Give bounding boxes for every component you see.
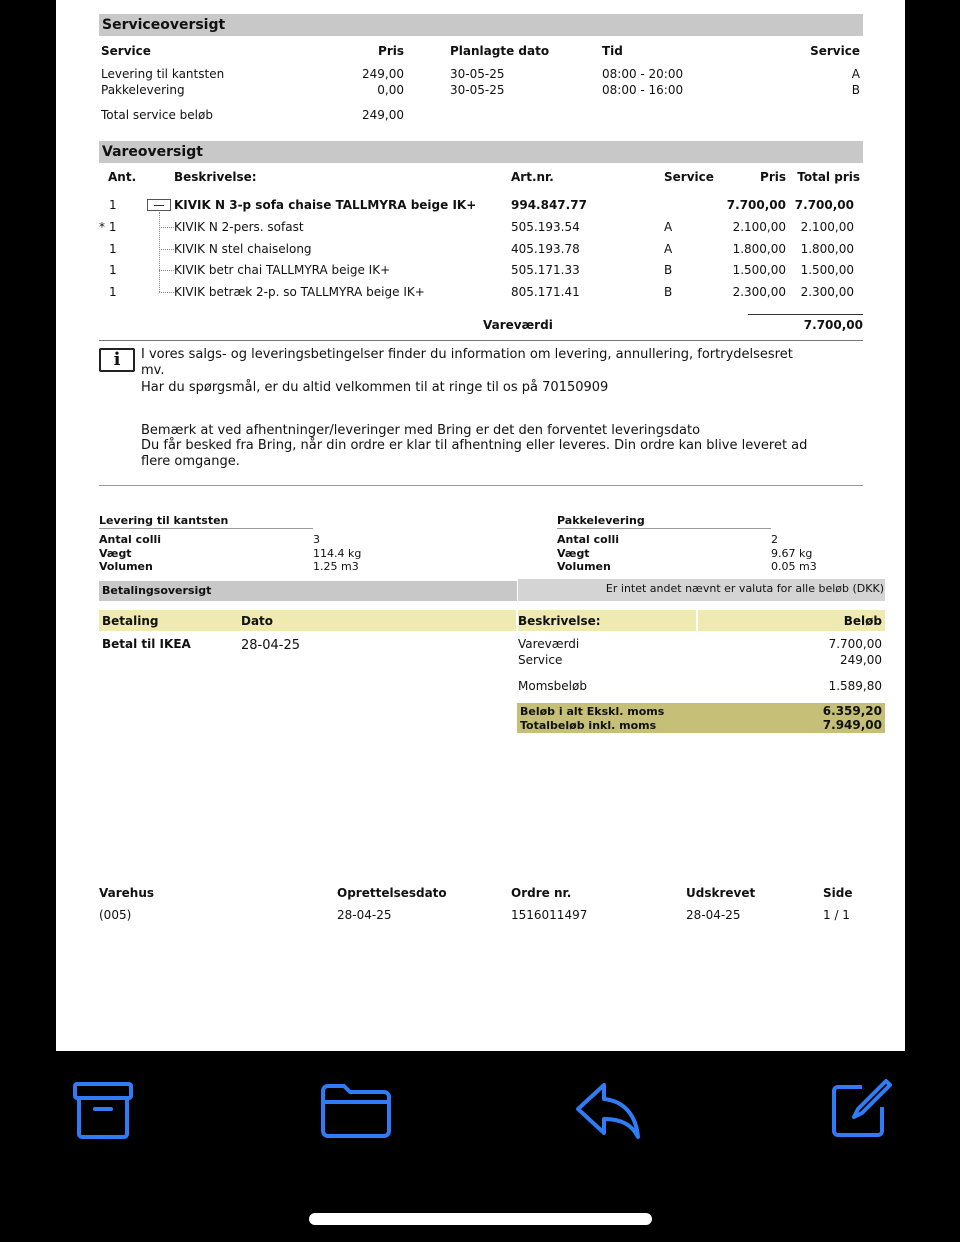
delivery-left-colli-label: Antal colli [99,533,162,546]
delivery-right-vaegt: 9.67 kg [771,547,813,560]
service-row-2-dato: 30-05-25 [450,83,505,97]
payment-header-dato: Dato [241,614,274,628]
payment-section-title: Betalingsoversigt [99,581,517,601]
info-line-6: flere omgange. [141,454,240,469]
vare-row-2-artnr: 505.193.54 [511,220,580,234]
reply-icon[interactable] [574,1081,642,1141]
service-row-1-name: Levering til kantsten [101,67,225,81]
footer-ordre-label: Ordre nr. [511,886,572,900]
payment-line-1-value: 7.700,00 [828,637,882,651]
payment-line-2-label: Service [518,653,563,667]
vare-row-5-pris: 2.300,00 [732,285,786,299]
divider [99,340,863,341]
service-header-service: Service [101,44,151,58]
vare-row-2-ant: * 1 [99,220,117,234]
vare-row-3-service: A [664,242,673,256]
vare-row-2-service: A [664,220,673,234]
collapse-icon[interactable] [147,199,171,211]
total-excl-label: Beløb i alt Ekskl. moms [520,705,665,718]
service-header-code: Service [810,44,860,58]
payment-header-belob: Beløb [843,614,882,628]
vare-row-3-total: 1.800,00 [800,242,854,256]
payment-date: 28-04-25 [241,638,301,653]
vare-header-pris: Pris [760,170,786,184]
info-line-3: Har du spørgsmål, er du altid velkommen til at ringe til os på 70150909 [141,380,609,395]
vare-header-beskrivelse: Beskrivelse: [174,170,257,184]
delivery-left-vol: 1.25 m3 [313,560,359,573]
delivery-right-vaegt-label: Vægt [557,547,590,560]
delivery-right-rule [557,528,771,529]
info-line-4: Bemærk at ved afhentninger/leveringer med Bring er det den forventet leveringsdato [141,423,701,438]
service-row-2-pris: 0,00 [377,83,404,97]
service-section-title: Serviceoversigt [99,14,863,36]
info-line-5: Du får besked fra Bring, når din ordre er klar til afhentning eller leveres. Din ordre kan blive leveret ad [141,438,808,453]
archive-icon[interactable] [72,1081,134,1141]
delivery-left-title: Levering til kantsten [99,514,229,527]
service-header-pris: Pris [378,44,404,58]
vare-row-2-desc: KIVIK N 2-pers. sofast [174,220,304,234]
delivery-left-vaegt-label: Vægt [99,547,132,560]
varevaerdi-label: Vareværdi [483,318,553,332]
bottom-toolbar [0,1051,960,1242]
payment-header-divider [696,610,698,631]
vare-row-3-ant: 1 [109,242,117,256]
compose-icon[interactable] [828,1077,892,1141]
document-page [56,0,905,1051]
vare-row-1-ant: 1 [109,198,117,212]
info-line-1: I vores salgs- og leveringsbetingelser finder du information om levering, annullering, fortrydelsesret [141,347,793,362]
footer-oprettet-label: Oprettelsesdato [337,886,447,900]
service-total-value: 249,00 [362,108,404,122]
payment-line-2-value: 249,00 [840,653,882,667]
vare-section-title: Vareoversigt [99,141,863,163]
delivery-right-colli-label: Antal colli [557,533,620,546]
total-incl-value: 7.949,00 [822,718,882,732]
delivery-right-vol: 0.05 m3 [771,560,817,573]
service-header-tid: Tid [602,44,623,58]
payment-line-3-label: Momsbeløb [518,679,587,693]
tree-branch [159,227,174,228]
total-incl-label: Totalbeløb inkl. moms [520,719,657,732]
vare-row-4-total: 1.500,00 [800,263,854,277]
delivery-right-colli: 2 [771,533,778,546]
vare-header-artnr: Art.nr. [511,170,554,184]
payment-line-3-value: 1.589,80 [828,679,882,693]
payment-method: Betal til IKEA [102,637,191,651]
vare-row-5-ant: 1 [109,285,117,299]
delivery-left-vaegt: 114.4 kg [313,547,362,560]
service-row-1-pris: 249,00 [362,67,404,81]
delivery-left-colli: 3 [313,533,320,546]
info-line-2: mv. [141,363,165,378]
vare-row-2-pris: 2.100,00 [732,220,786,234]
vare-row-5-desc: KIVIK betræk 2-p. so TALLMYRA beige IK+ [174,285,425,299]
vare-header-ant: Ant. [108,170,137,184]
vare-row-1-total: 7.700,00 [794,198,854,212]
service-row-1-tid: 08:00 - 20:00 [602,67,684,81]
folder-icon[interactable] [320,1083,392,1139]
vare-row-4-desc: KIVIK betr chai TALLMYRA beige IK+ [174,263,391,277]
vare-row-1-pris: 7.700,00 [726,198,786,212]
payment-header-betaling: Betaling [102,614,159,628]
vare-header-total: Total pris [797,170,860,184]
footer-side: 1 / 1 [823,908,850,922]
varevaerdi-value: 7.700,00 [803,318,863,332]
vare-row-4-artnr: 505.171.33 [511,263,580,277]
footer-side-label: Side [823,886,853,900]
footer-oprettet: 28-04-25 [337,908,392,922]
divider [99,485,863,486]
varevaerdi-rule [748,314,863,315]
vare-row-1-desc: KIVIK N 3-p sofa chaise TALLMYRA beige IK+ [174,198,477,212]
footer-udskrevet-label: Udskrevet [686,886,756,900]
payment-currency-note: Er intet andet nævnt er valuta for alle beløb (DKK) [605,582,884,595]
tree-branch [159,270,174,271]
service-header-dato: Planlagte dato [450,44,550,58]
service-row-2-name: Pakkelevering [101,83,185,97]
vare-row-5-service: B [664,285,673,299]
delivery-right-title: Pakkelevering [557,514,645,527]
vare-row-3-artnr: 405.193.78 [511,242,580,256]
service-total-label: Total service beløb [101,108,213,122]
vare-row-2-total: 2.100,00 [800,220,854,234]
footer-varehus: (005) [99,908,132,922]
vare-row-5-artnr: 805.171.41 [511,285,580,299]
payment-line-1-label: Vareværdi [518,637,580,651]
info-icon: i [99,348,135,372]
vare-header-service: Service [664,170,714,184]
vare-row-3-desc: KIVIK N stel chaiselong [174,242,312,256]
service-row-1-code: A [851,67,860,81]
delivery-left-vol-label: Volumen [99,560,153,573]
delivery-right-vol-label: Volumen [557,560,611,573]
vare-row-3-pris: 1.800,00 [732,242,786,256]
service-row-1-dato: 30-05-25 [450,67,505,81]
payment-header-bg [99,610,885,631]
footer-varehus-label: Varehus [99,886,155,900]
delivery-left-rule [99,528,313,529]
footer-udskrevet: 28-04-25 [686,908,741,922]
home-indicator[interactable] [309,1213,652,1225]
vare-row-4-service: B [664,263,673,277]
tree-connector [159,212,160,292]
tree-branch [159,292,174,293]
vare-row-4-ant: 1 [109,263,117,277]
payment-header-beskrivelse: Beskrivelse: [518,614,601,628]
total-excl-value: 6.359,20 [822,704,882,718]
vare-row-1-artnr: 994.847.77 [511,198,587,212]
vare-row-5-total: 2.300,00 [800,285,854,299]
vare-row-4-pris: 1.500,00 [732,263,786,277]
service-row-2-tid: 08:00 - 16:00 [602,83,684,97]
footer-ordre: 1516011497 [511,908,588,922]
tree-branch [159,249,174,250]
service-row-2-code: B [851,83,860,97]
